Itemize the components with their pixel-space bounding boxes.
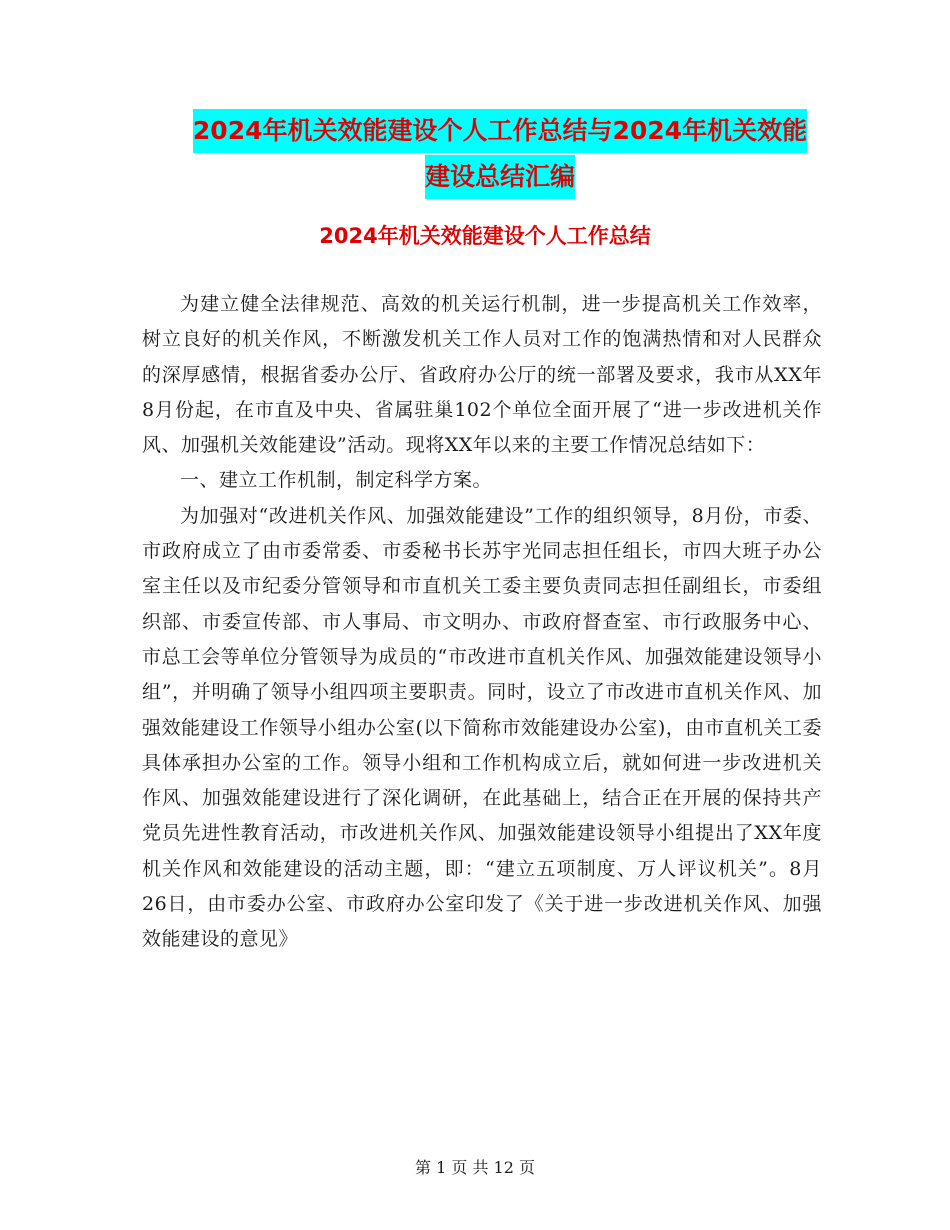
paragraph-organization: 为加强对“改进机关作风、加强效能建设”工作的组织领导，8月份，市委、市政府成立了由市委常委、市委秘书长苏宇光同志担任组长，市四大班子办公室主任以及市纪委分管领导和市直机关工委主要负责同志担任副组长，市委组织部、市委宣传部、市人事局、市文明办、市政府督查室、市行政服务中心、市总工会等单位分管领导为成员的“市改进市直机关作风、加强效能建设领导小组”，并明确了领导小组四项主要职责。同时，设立了市改进市直机关作风、加强效能建设工作领导小组办公室(以下简称市效能建设办公室)，由市直机关工委具体承担办公室的工作。领导小组和工作机构成立后，就如何进一步改进机关作风、加强效能建设进行了深化调研，在此基础上，结合正在开展的保持共产党员先进性教育活动，市改进机关作风、加强效能建设领导小组提出了XX年度机关作风和效能建设的活动主题，即：“建立五项制度、万人评议机关”。8月26日，由市委办公室、市政府办公室印发了《关于进一步改进机关作风、加强效能建设的意见》 — [142, 504, 822, 951]
section-title: 2024年机关效能建设个人工作总结 — [319, 224, 651, 248]
document-main-title — [120, 108, 880, 200]
main-title-line-2: 建设总结汇编 — [425, 155, 575, 199]
main-title-line-1: 2024年机关效能建设个人工作总结与2024年机关效能 — [193, 109, 807, 153]
paragraph-intro: 为建立健全法律规范、高效的机关运行机制，进一步提高机关工作效率，树立良好的机关作风，不断激发机关工作人员对工作的饱满热情和对人民群众的深厚感情，根据省委办公厅、省政府办公厅的统一部署及要求，我市从XX年8月份起，在市直及中央、省属驻巢102个单位全面开展了“进一步改进机关作风、加强机关效能建设”活动。现将XX年以来的主要工作情况总结如下： — [142, 293, 822, 457]
paragraph-heading-one: 一、建立工作机制，制定科学方案。 — [180, 469, 493, 492]
document-body — [142, 287, 822, 958]
page-footer: 第 1 页 共 12 页 — [415, 1158, 535, 1177]
